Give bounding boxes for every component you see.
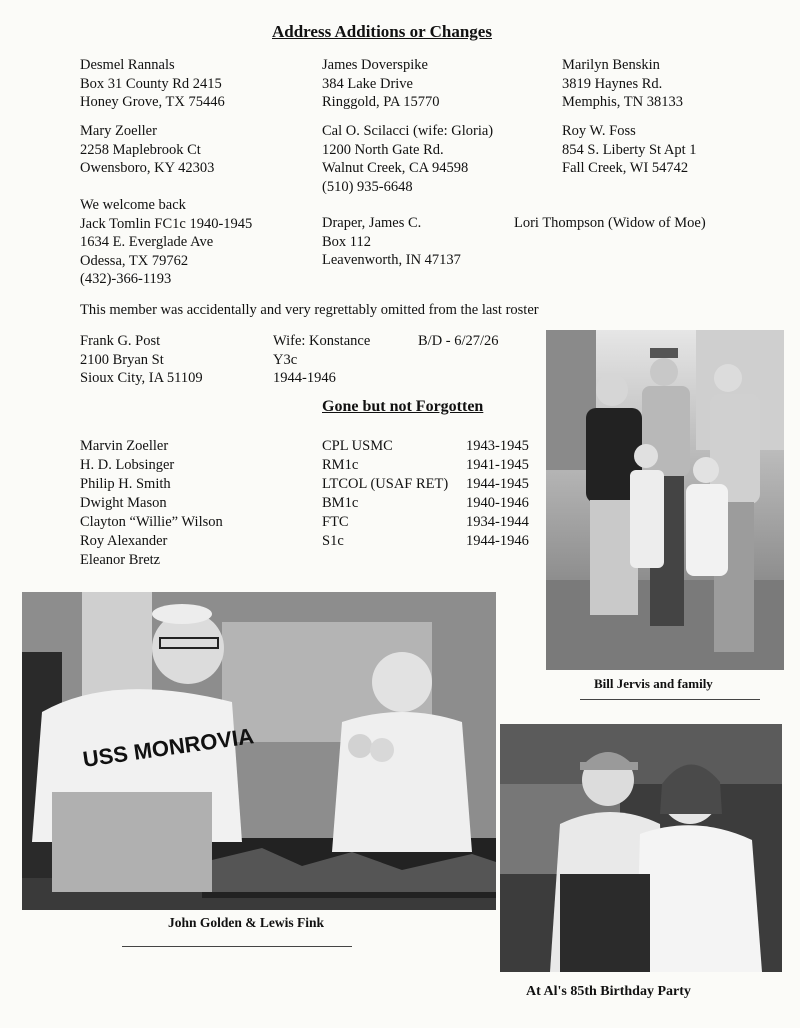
golden-fink-photo-illustration [22,592,496,910]
memorial-list [80,437,540,570]
caption-rule [122,946,352,947]
address-scilacci: Cal O. Scilacci (wife: Gloria) 1200 North Gate Rd. Walnut Creek, CA 94598 (510) 935-6648 [322,123,494,195]
omitted-member-details: Wife: Konstance Y3c 1944-1946 [273,333,371,386]
omitted-member-birthdate: B/D - 6/27/26 [418,333,499,349]
address-benskin: Marilyn Benskin 3819 Haynes Rd. Memphis, TN 38133 [562,57,683,110]
photo-birthday [500,724,782,972]
photo-jervis-family [546,330,784,670]
address-zoeller: Mary Zoeller 2258 Maplebrook Ct Owensboro, KY 42303 [80,123,215,176]
address-thompson: Lori Thompson (Widow of Moe) [514,215,706,231]
caption-rule [580,699,760,700]
memorial-row: Roy Alexander S1c 1944-1946 [80,533,529,549]
address-rannals: Desmel Rannals Box 31 County Rd 2415 Honey Grove, TX 75446 [80,57,225,110]
family-photo-illustration [546,330,784,670]
memorial-row: H. D. Lobsinger RM1c 1941-1945 [80,457,529,473]
caption-jervis: Bill Jervis and family [594,676,713,691]
memorial-row: Philip H. Smith LTCOL (USAF RET) 1944-1945 [80,476,529,492]
memorial-row: Dwight Mason BM1c 1940-1946 [80,495,529,511]
memorial-row: Clayton “Willie” Wilson FTC 1934-1944 [80,514,529,530]
birthday-photo-illustration [500,724,782,972]
memorial-row: Eleanor Bretz [80,552,161,568]
address-tomlin: We welcome back Jack Tomlin FC1c 1940-1945 1634 E. Everglade Ave Odessa, TX 79762 (432)-366-1193 [80,197,253,287]
caption-birthday: At Al's 85th Birthday Party [526,984,691,999]
address-draper: Draper, James C. Box 112 Leavenworth, IN 47137 [322,215,461,268]
photo-golden-fink [22,592,496,910]
memorial-row: Marvin Zoeller CPL USMC 1943-1945 [80,438,529,454]
address-doverspike: James Doverspike 384 Lake Drive Ringgold, PA 15770 [322,57,440,110]
memorial-title: Gone but not Forgotten [322,398,484,415]
shirt-text: USS MONROVIA [81,723,256,772]
caption-golden: John Golden & Lewis Fink [168,915,325,930]
page-title: Address Additions or Changes [272,22,492,41]
address-foss: Roy W. Foss 854 S. Liberty St Apt 1 Fall Creek, WI 54742 [562,123,697,176]
omitted-note: This member was accidentally and very regrettably omitted from the last roster [80,302,539,318]
omitted-member-address: Frank G. Post 2100 Bryan St Sioux City, IA 51109 [80,333,203,386]
